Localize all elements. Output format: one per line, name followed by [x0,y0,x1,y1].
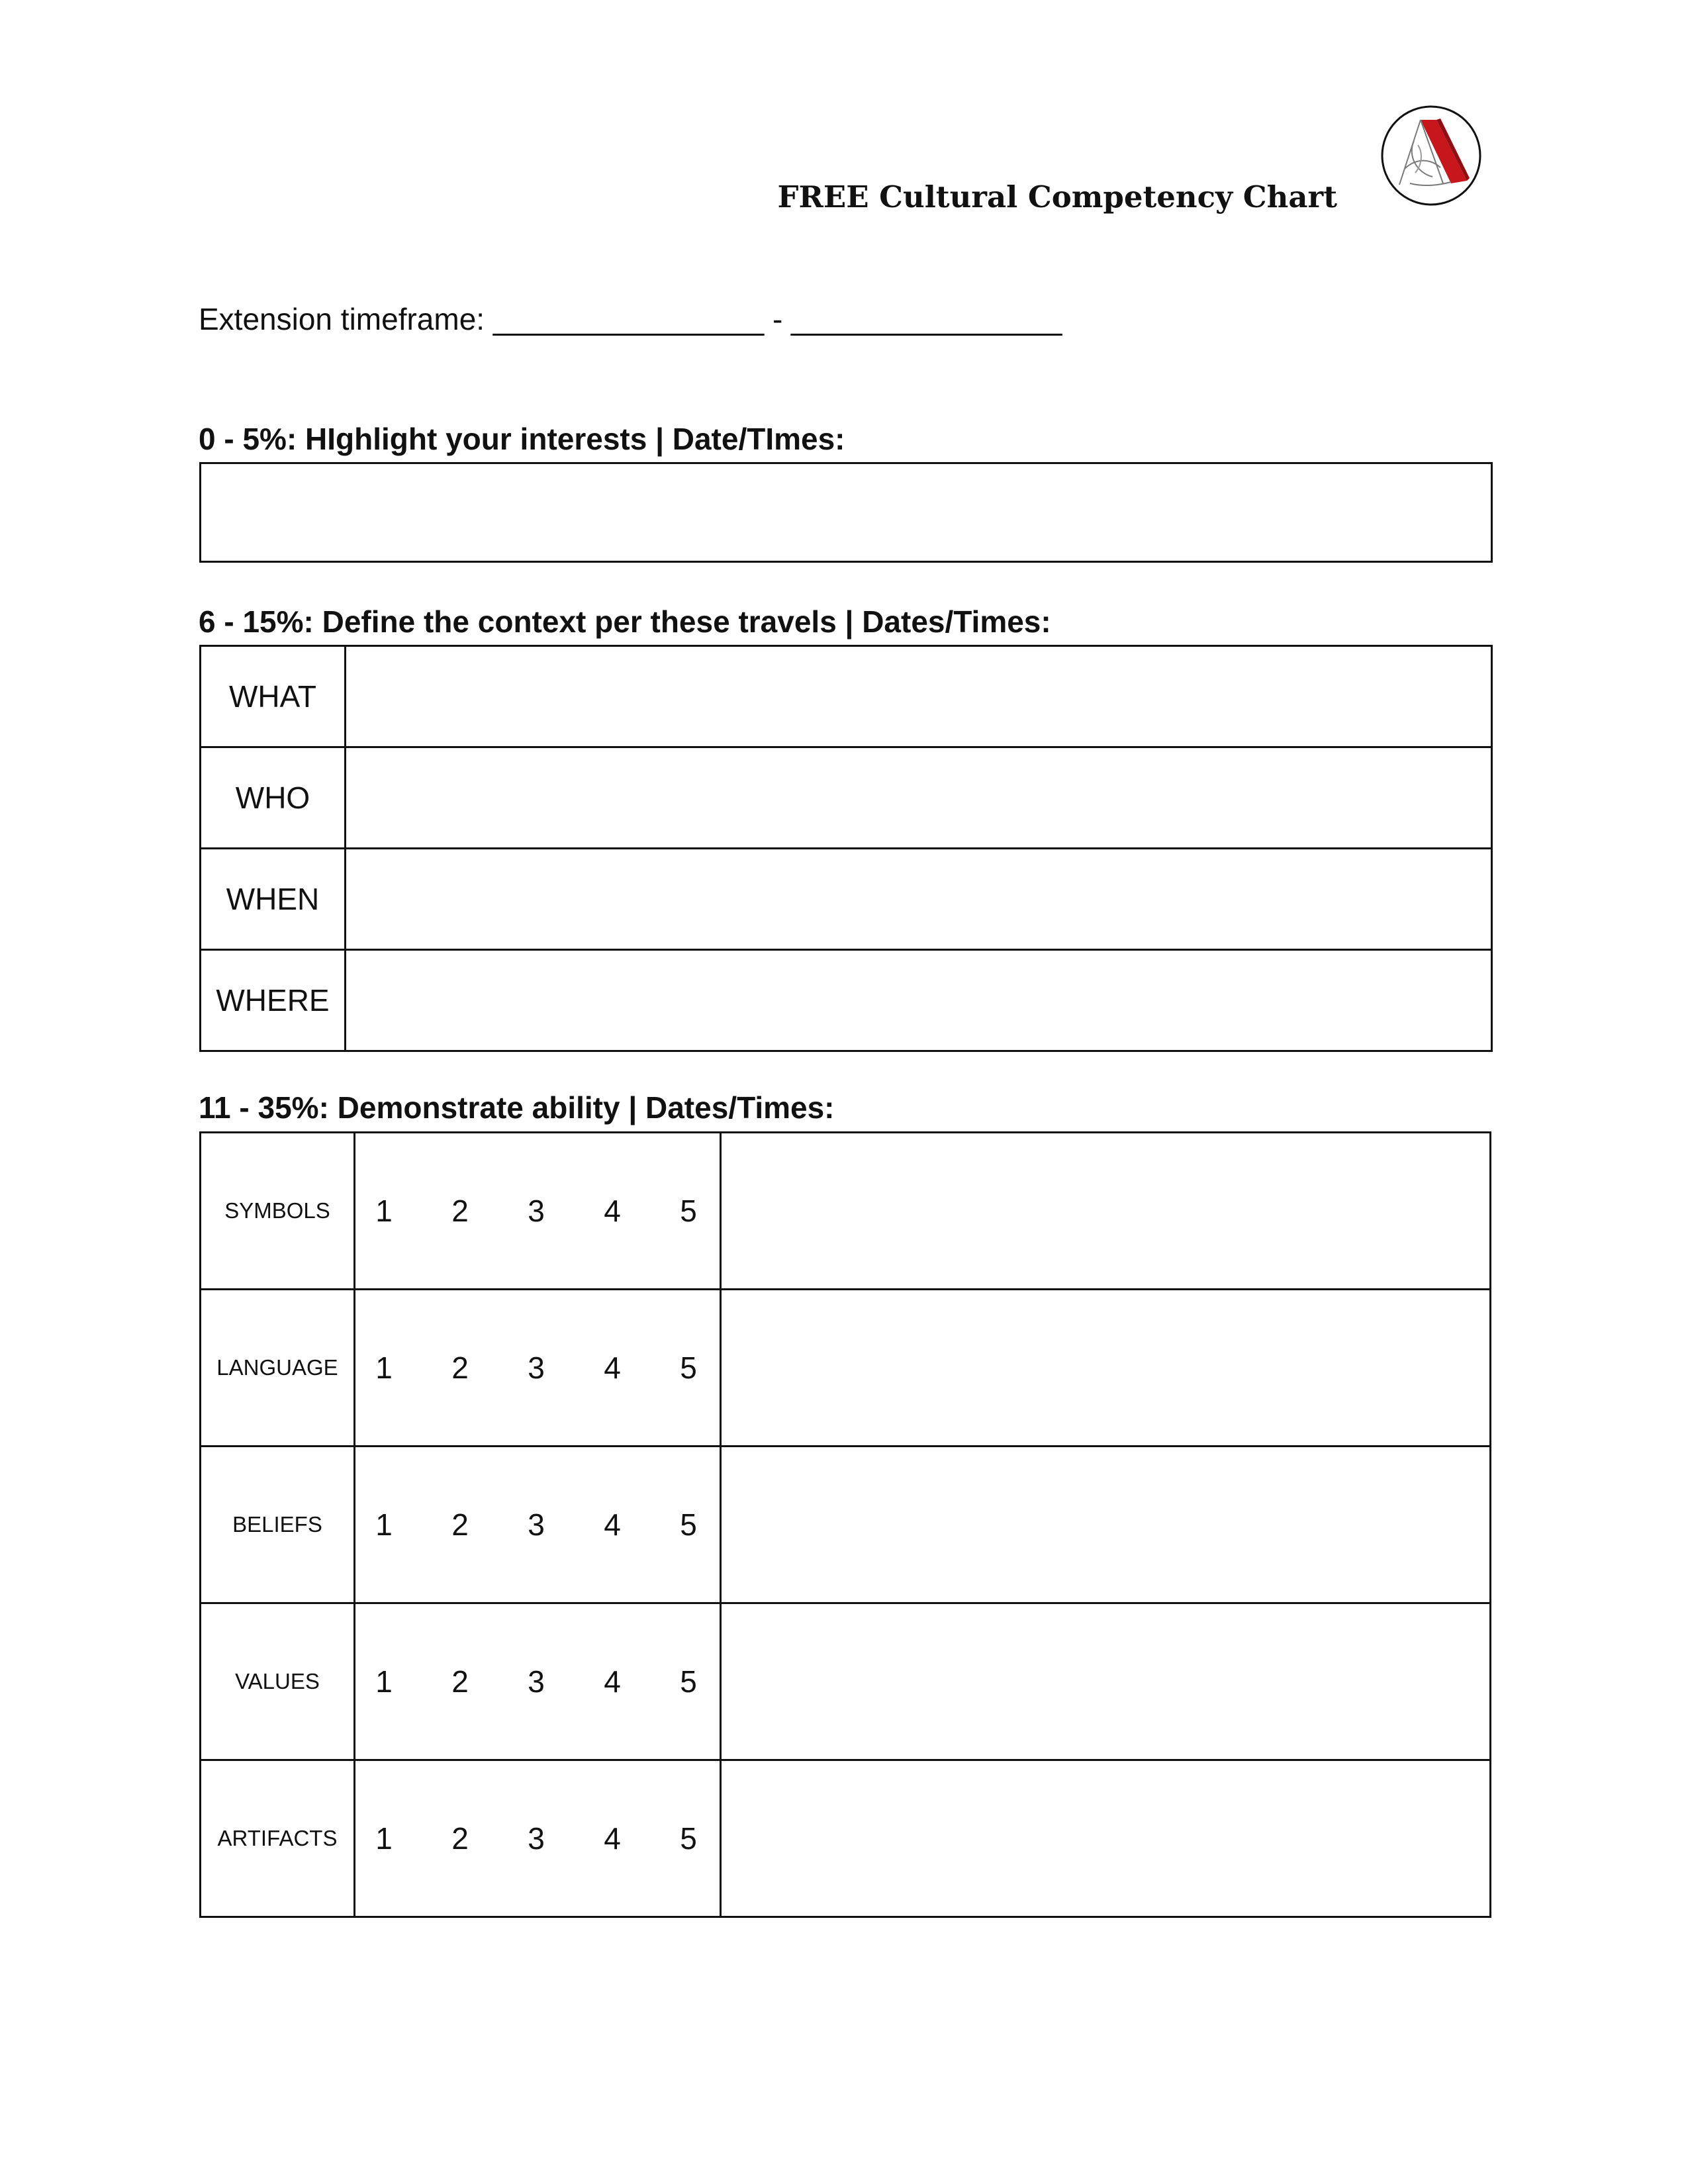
context-label-what: WHAT [201,646,346,747]
rating-scale [355,1133,721,1290]
ability-notes-language[interactable] [721,1290,1491,1447]
interests-input-box[interactable] [199,462,1493,563]
ability-label-symbols: SYMBOLS [201,1133,355,1290]
section-interests-heading: 0 - 5%: HIghlight your interests | Date/TImes: [199,422,845,456]
context-field-who[interactable] [346,747,1492,849]
rating-option-5[interactable]: 5 [680,1194,697,1228]
rating-option-4[interactable]: 4 [604,1507,621,1542]
rating-option-5[interactable]: 5 [680,1507,697,1542]
rating-scale [355,1290,721,1447]
table-row [201,1133,1491,1290]
ability-label-beliefs: BELIEFS [201,1447,355,1603]
rating-option-2[interactable]: 2 [451,1194,469,1228]
table-row [201,1447,1491,1603]
table-row [201,646,1492,747]
rating-scale [355,1447,721,1603]
rating-option-1[interactable]: 1 [375,1664,393,1699]
context-label-when: WHEN [201,849,346,950]
ability-notes-values[interactable] [721,1603,1491,1760]
rating-option-2[interactable]: 2 [451,1821,469,1856]
context-field-what[interactable] [346,646,1492,747]
ability-label-language: LANGUAGE [201,1290,355,1447]
context-table [199,645,1493,1052]
rating-option-4[interactable]: 4 [604,1821,621,1856]
rating-option-4[interactable]: 4 [604,1194,621,1228]
section-context-heading: 6 - 15%: Define the context per these travels | Dates/Times: [199,604,1051,639]
ability-label-values: VALUES [201,1603,355,1760]
rating-option-2[interactable]: 2 [451,1351,469,1385]
rating-option-1[interactable]: 1 [375,1194,393,1228]
table-row [201,1760,1491,1917]
context-label-where: WHERE [201,950,346,1051]
rating-option-3[interactable]: 3 [528,1821,545,1856]
context-field-when[interactable] [346,849,1492,950]
table-row [201,1603,1491,1760]
page-title: FREE Cultural Competency Chart [777,179,1337,214]
rating-option-4[interactable]: 4 [604,1664,621,1699]
logo-icon [1380,104,1483,207]
table-row [201,849,1492,950]
section-ability-heading: 11 - 35%: Demonstrate ability | Dates/Times: [199,1090,835,1125]
rating-option-2[interactable]: 2 [451,1507,469,1542]
rating-option-3[interactable]: 3 [528,1507,545,1542]
rating-option-3[interactable]: 3 [528,1194,545,1228]
rating-option-1[interactable]: 1 [375,1351,393,1385]
table-row [201,747,1492,849]
context-label-who: WHO [201,747,346,849]
rating-scale [355,1760,721,1917]
ability-label-artifacts: ARTIFACTS [201,1760,355,1917]
extension-timeframe-field[interactable]: Extension timeframe: ________________ - ________________ [199,302,1062,336]
rating-option-3[interactable]: 3 [528,1664,545,1699]
rating-option-1[interactable]: 1 [375,1507,393,1542]
ability-notes-beliefs[interactable] [721,1447,1491,1603]
ability-notes-artifacts[interactable] [721,1760,1491,1917]
rating-option-5[interactable]: 5 [680,1351,697,1385]
rating-option-5[interactable]: 5 [680,1664,697,1699]
table-row [201,1290,1491,1447]
rating-scale [355,1603,721,1760]
table-row [201,950,1492,1051]
rating-option-3[interactable]: 3 [528,1351,545,1385]
rating-option-2[interactable]: 2 [451,1664,469,1699]
ability-table [199,1131,1491,1918]
rating-option-4[interactable]: 4 [604,1351,621,1385]
rating-option-1[interactable]: 1 [375,1821,393,1856]
context-field-where[interactable] [346,950,1492,1051]
ability-notes-symbols[interactable] [721,1133,1491,1290]
rating-option-5[interactable]: 5 [680,1821,697,1856]
